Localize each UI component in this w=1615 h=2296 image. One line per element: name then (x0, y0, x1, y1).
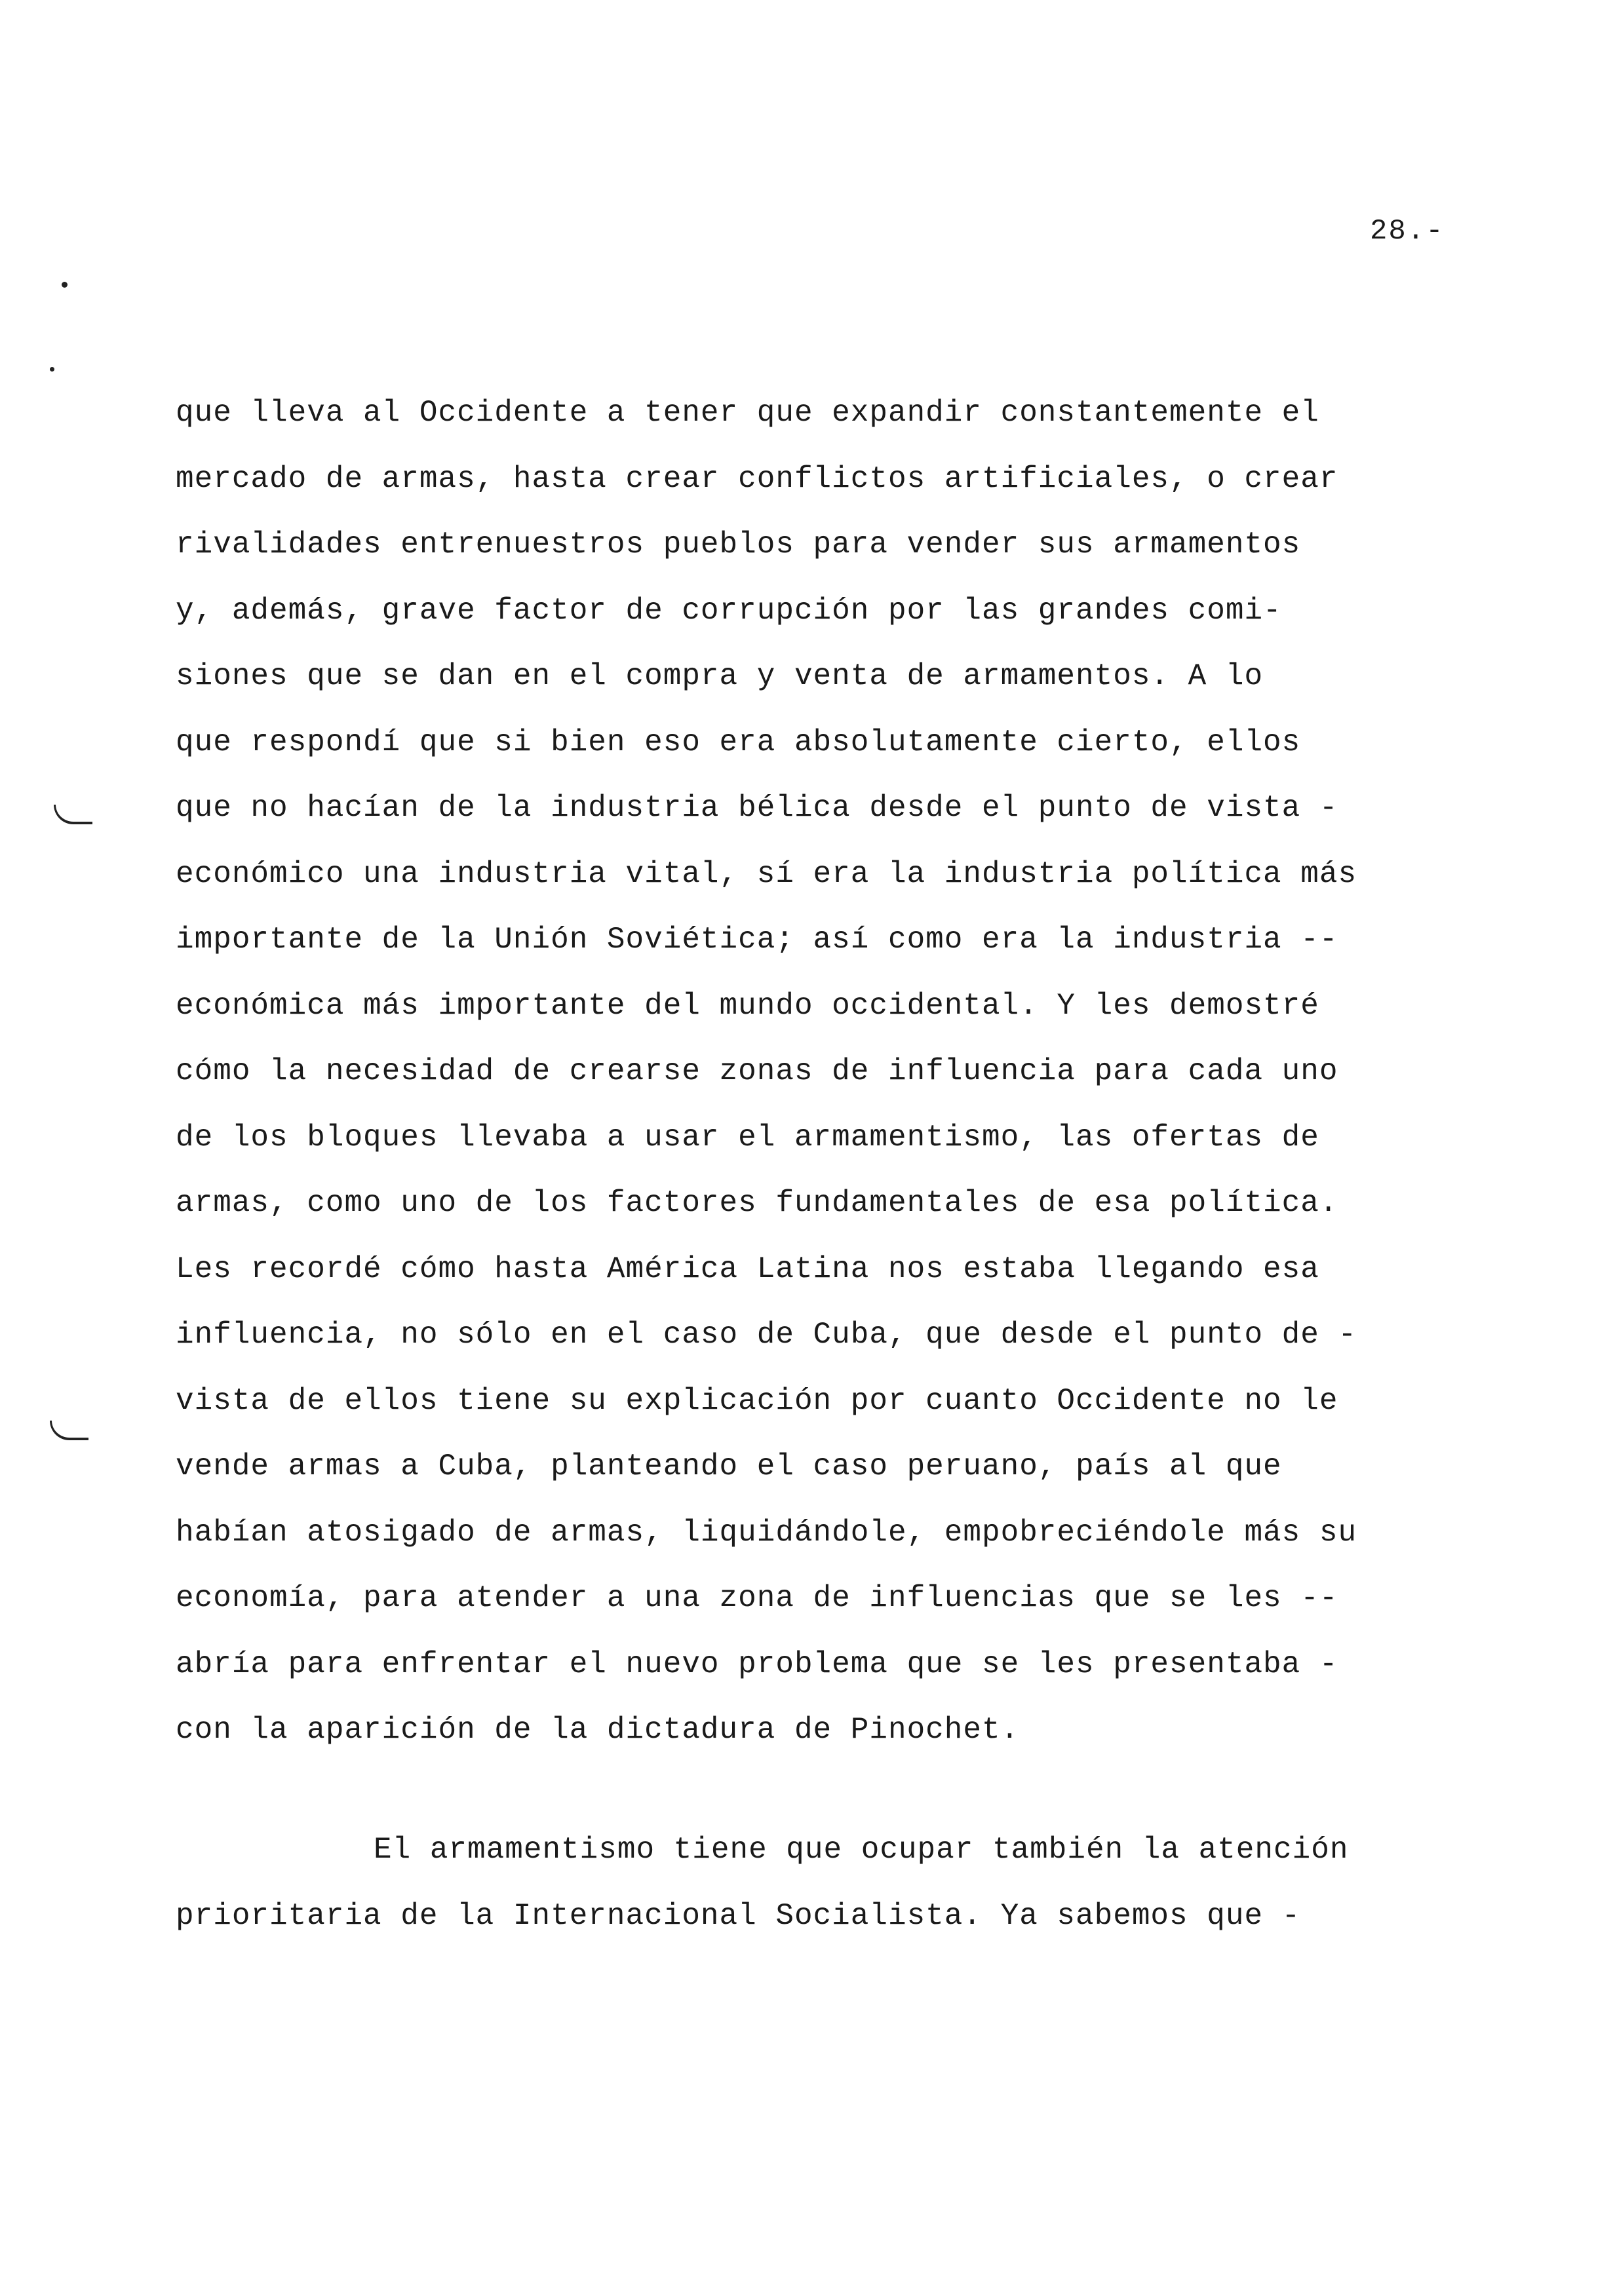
text-line: prioritaria de la Internacional Socialista. Ya sabemos que - (176, 1898, 1301, 1933)
margin-hole-mark (50, 1421, 88, 1440)
text-line: vista de ellos tiene su explicación por cuanto Occidente no le (176, 1383, 1338, 1418)
paragraph-1 (176, 380, 1421, 1763)
text-line: rivalidades entrenuestros pueblos para vender sus armamentos (176, 527, 1301, 562)
text-line: siones que se dan en el compra y venta de armamentos. A lo (176, 659, 1264, 693)
text-line: importante de la Unión Soviética; así como era la industria -- (176, 923, 1338, 957)
text-line: mercado de armas, hasta crear conflictos artificiales, o crear (176, 461, 1338, 496)
text-line: armas, como uno de los factores fundamentales de esa política. (176, 1186, 1338, 1220)
text-line: y, además, grave factor de corrupción por las grandes comi- (176, 593, 1282, 628)
margin-dot-mark (62, 282, 68, 288)
text-line: que no hacían de la industria bélica desde el punto de vista - (176, 791, 1338, 825)
margin-dot-mark (50, 367, 54, 372)
text-line: abría para enfrentar el nuevo problema que se les presentaba - (176, 1647, 1338, 1681)
text-line: economía, para atender a una zona de influencias que se les -- (176, 1581, 1338, 1615)
text-line: que respondí que si bien eso era absolutamente cierto, ellos (176, 725, 1301, 759)
text-line: habían atosigado de armas, liquidándole, empobreciéndole más su (176, 1515, 1357, 1550)
paragraph-2 (176, 1817, 1421, 1949)
text-line: vende armas a Cuba, planteando el caso peruano, país al que (176, 1449, 1282, 1483)
text-line: económico una industria vital, sí era la industria política más (176, 856, 1357, 891)
text-line: de los bloques llevaba a usar el armamentismo, las ofertas de (176, 1120, 1319, 1155)
text-line: influencia, no sólo en el caso de Cuba, que desde el punto de - (176, 1318, 1357, 1352)
text-line: con la aparición de la dictadura de Pinochet. (176, 1713, 1020, 1747)
margin-hole-mark (54, 805, 92, 824)
text-line: que lleva al Occidente a tener que expandir constantemente el (176, 396, 1319, 430)
text-line: El armamentismo tiene que ocupar también la atención (374, 1833, 1349, 1867)
text-line: cómo la necesidad de crearse zonas de influencia para cada uno (176, 1054, 1338, 1088)
text-line: Les recordé cómo hasta América Latina nos estaba llegando esa (176, 1252, 1319, 1286)
text-line: económica más importante del mundo occidental. Y les demostré (176, 988, 1319, 1023)
page-number: 28.- (1370, 215, 1445, 248)
